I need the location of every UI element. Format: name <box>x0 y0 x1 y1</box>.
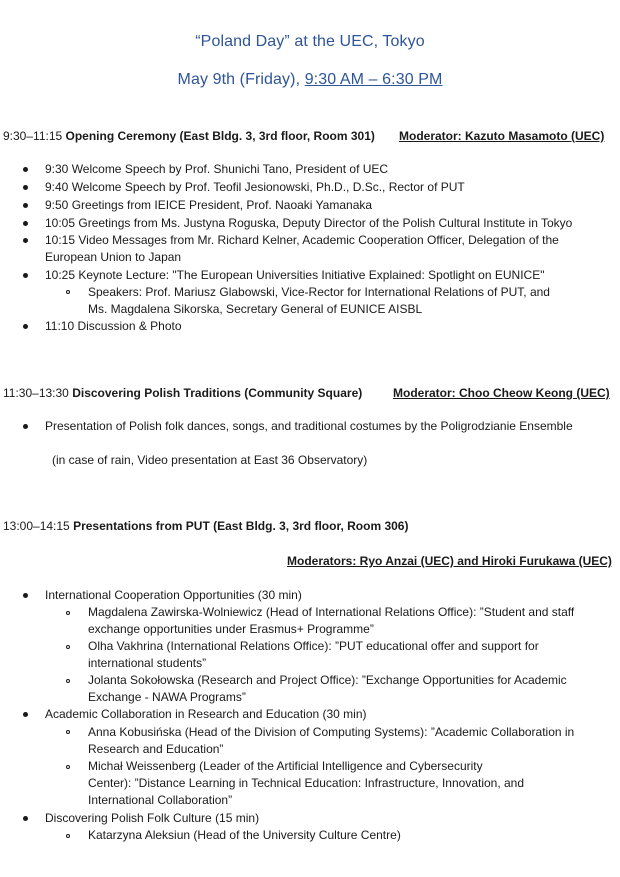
event-time-range: 9:30 AM – 6:30 PM <box>304 71 443 88</box>
sub-list-item-continuation: International Collaboration” <box>88 793 233 807</box>
section-presentations-heading <box>3 519 408 533</box>
section-traditions-title: Discovering Polish Traditions (Community Square) <box>72 386 363 400</box>
sub-list-item: Olha Vakhrina (International Relations Office): ”PUT educational offer and support for <box>88 639 539 653</box>
sub-bullet-icon <box>66 611 70 615</box>
section-presentations-moderators: Moderators: Ryo Anzai (UEC) and Hiroki Furukawa (UEC) <box>287 554 612 568</box>
sub-bullet-icon <box>66 834 70 838</box>
list-item: 10:25 Keynote Lecture: "The European Universities Initiative Explained: Spotlight on EUNICE" <box>45 268 545 282</box>
sub-list-item: Michał Weissenberg (Leader of the Artificial Intelligence and Cybersecurity <box>88 759 483 773</box>
section-presentations-time: 13:00–14:15 <box>3 519 74 533</box>
sub-list-item: Magdalena Zawirska-Wolniewicz (Head of International Relations Office): ”Student and staff <box>88 605 575 619</box>
sub-list-item-continuation: Exchange - NAWA Programs” <box>88 690 246 704</box>
section-presentations-title: Presentations from PUT (East Bldg. 3, 3rd floor, Room 306) <box>73 519 409 533</box>
list-item: Academic Collaboration in Research and Education (30 min) <box>45 707 367 721</box>
sub-bullet-icon <box>66 765 70 769</box>
sub-list-item-continuation: exchange opportunities under Erasmus+ Programme” <box>88 622 374 636</box>
section-traditions-time: 11:30–13:30 <box>3 386 73 400</box>
bullet-icon <box>23 238 28 243</box>
list-item-continuation: European Union to Japan <box>45 250 182 264</box>
bullet-icon <box>23 712 28 717</box>
bullet-icon <box>23 816 28 821</box>
sub-list-item: Speakers: Prof. Mariusz Glabowski, Vice-Rector for International Relations of PUT, and <box>88 285 550 299</box>
list-item: Discovering Polish Folk Culture (15 min) <box>45 811 260 825</box>
section-opening-time: 9:30–11:15 <box>3 129 66 143</box>
sub-bullet-icon <box>66 645 70 649</box>
sub-list-item-continuation: Ms. Magdalena Sikorska, Secretary General of EUNICE AISBL <box>88 302 423 316</box>
section-traditions-moderator: Moderator: Choo Cheow Keong (UEC) <box>393 386 610 400</box>
bullet-icon <box>23 167 28 172</box>
sub-bullet-icon <box>66 730 70 734</box>
sub-list-item: Jolanta Sokołowska (Research and Project Office): ”Exchange Opportunities for Academic <box>88 673 567 687</box>
sub-bullet-icon <box>66 679 70 683</box>
section-opening-moderator: Moderator: Kazuto Masamoto (UEC) <box>399 129 605 143</box>
section-opening-title: Opening Ceremony (East Bldg. 3, 3rd floor, Room 301) <box>65 129 375 143</box>
list-item: 11:10 Discussion & Photo <box>45 319 182 333</box>
sub-bullet-icon <box>66 290 70 294</box>
list-item: 10:15 Video Messages from Mr. Richard Kelner, Academic Cooperation Officer, Delegation of the <box>45 233 559 247</box>
list-item: 9:50 Greetings from IEICE President, Prof. Naoaki Yamanaka <box>45 198 373 212</box>
bullet-icon <box>23 424 28 429</box>
bullet-icon <box>23 203 28 208</box>
page-title: “Poland Day” at the UEC, Tokyo <box>195 33 425 50</box>
bullet-icon <box>23 593 28 598</box>
sub-list-item: Katarzyna Aleksiun (Head of the University Culture Centre) <box>88 828 401 842</box>
event-date-prefix: May 9th (Friday), <box>177 71 305 88</box>
list-item: International Cooperation Opportunities (30 min) <box>45 588 302 602</box>
bullet-icon <box>23 185 28 190</box>
list-item: 9:30 Welcome Speech by Prof. Shunichi Tano, President of UEC <box>45 162 389 176</box>
list-item: Presentation of Polish folk dances, songs, and traditional costumes by the Poligrodzianie Ensemble <box>45 419 573 433</box>
sub-list-item-continuation: Center): ”Distance Learning in Technical Education: Infrastructure, Innovation, and <box>88 776 525 790</box>
bullet-icon <box>23 324 28 329</box>
sub-list-item-continuation: international students” <box>88 656 207 670</box>
section-opening-heading <box>3 129 375 143</box>
bullet-icon <box>23 273 28 278</box>
sub-list-item: Anna Kobusińska (Head of the Division of Computing Systems): ”Academic Collaboration in <box>88 725 575 739</box>
rain-note: (in case of rain, Video presentation at East 36 Observatory) <box>52 453 368 467</box>
list-item: 10:05 Greetings from Ms. Justyna Roguska, Deputy Director of the Polish Cultural Institute in Tokyo <box>45 216 573 230</box>
list-item: 9:40 Welcome Speech by Prof. Teofil Jesionowski, Ph.D., D.Sc., Rector of PUT <box>45 180 465 194</box>
sub-list-item-continuation: Research and Education” <box>88 742 224 756</box>
bullet-icon <box>23 221 28 226</box>
event-date <box>0 71 620 89</box>
section-traditions-heading <box>3 386 362 400</box>
